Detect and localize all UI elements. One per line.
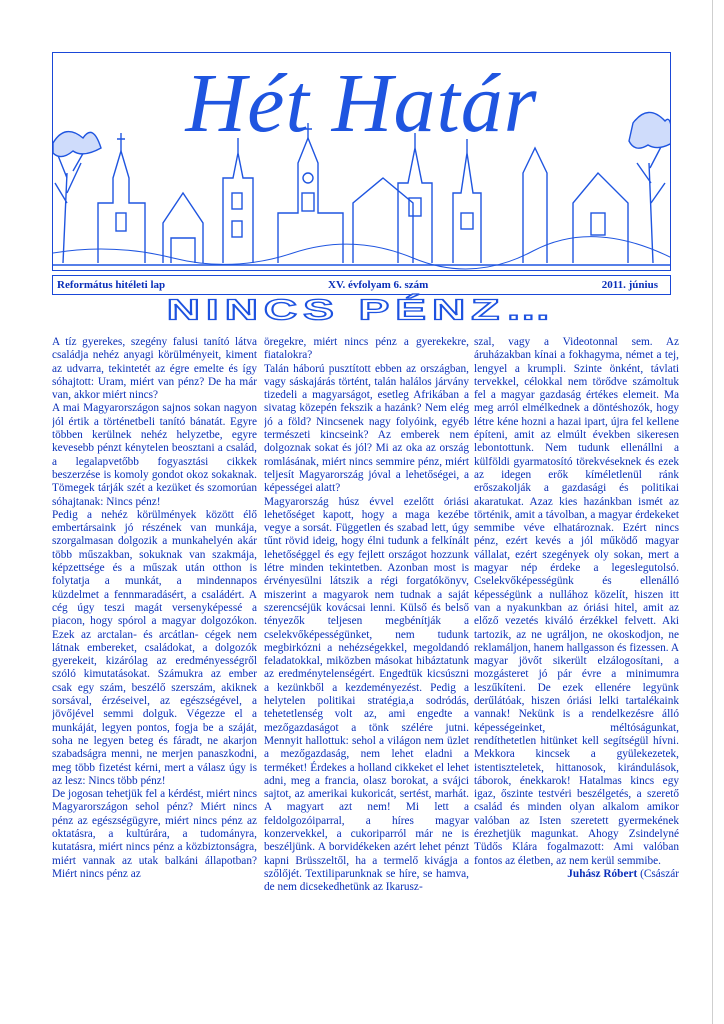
issue-info-bar: [52, 275, 671, 295]
article-headline: NINCS PÉNZ…: [166, 293, 558, 326]
article-column-3: [474, 336, 679, 976]
paragraph: De jogosan tehetjük fel a kérdést, miért nincs Magyarországon sehol pénz? Miért nincs pénz az egészségügyre, miért nincs pénz az oktatásra, a kultúrára, a tudományra, kutatásra, miért nincs pénz a közbiztonságra, miért vannak az utak balkáni állapotban? Miért nincs pénz az: [52, 788, 257, 880]
publication-subtitle: Református hitéleti lap: [57, 279, 166, 291]
author-place: (Császár: [640, 867, 679, 880]
paragraph: öregekre, miért nincs pénz a gyerekekre, fiatalokra?: [264, 336, 469, 362]
issue-number: XV. évfolyam 6. szám: [328, 279, 429, 291]
article-column-1: [52, 336, 257, 976]
paragraph: A mai Magyarországon sajnos sokan nagyon jól értik a történetbeli tanító bánatát. Egyre többen kerülnek nehéz helyzetbe, egyre kevesebb pénzt kénytelen beosztani a család, a legalapvetőbb fogyasztási cikkek beszerzése is komoly gondot okoz sokaknak. Tömegek tárják szét a kezüket és szomorúan sóhajtanak: Nincs pénz!: [52, 402, 257, 508]
paragraph: A tíz gyerekes, szegény falusi tanító látva családja nehéz anyagi körülményeit, kiment az udvarra, tekintetét az égre emelte és így sóhajtott: Uram, miért van pénz? De ha már van, akkor miért nincs?: [52, 336, 257, 402]
author-name: Juhász Róbert: [567, 867, 638, 880]
issue-date: 2011. június: [601, 279, 658, 291]
paragraph: szal, vagy a Videotonnal sem. Az áruházakban kínai a fokhagyma, német a tej, lengyel a krumpli. Szinte önként, távlati tervekkel, célokkal nem törődve számoltuk fel a magyar gazdaság értékes elemeit. Ma meg arról elmélkednek a döntéshozók, hogy létre kéne hozni a hazai ipart, újra fel kellene építeni, amit az elmúlt években sikeresen lebontottunk. Nem tudunk ellenállni a külföldi gyarmatosító törekvéseknek és ezek az idegen erők kíméletlenül ránk erőszakolják a gazdasági és politikai akaratukat. Azaz kies hazánkban ismét az történik, amit a távolban, a magyar érdekeket semmibe véve elhatároznak. Ezért nincs pénz, ezért kevés a jól működő magyar vállalat, ezért szegények oly sokan, mert a magyar nép érdeke a legeslegutolsó. Cselekvőképességünk és ellenálló képességünk a nullához közelít, hiszen itt van a nyakunkban az óriási hitel, amit az előző vezetés kiváló érzékkel felvett. Aki tartozik, az ne ugráljon, ne okoskodjon, ne reklamáljon, hanem hallgasson és fizessen. A magyar jövőt sikerült elzálogosítani, a mozgásteret jó pár évre a minimumra leszűkíteni. De ezek ellenére legyünk derűlátóak, hiszen óriási lelki tartalékaink vannak! Nekünk is a rendelkezésre álló képességeinket, méltóságunkat, rendíthetetlen hitünket kell segítségül hívni. Mekkora kincsek a gyülekezetek, istentiszteletek, hittanosok, kirándulások, táborok, énekkarok! Hatalmas kincs egy igaz, őszinte testvéri beszélgetés, a szerető család és minden olyan alkalom amikor valóban az Isten szeretett gyermekének érezhetjük magunkat. Ahogy Zsindelyné Tüdős Klára fogalmazott: Ami valóban fontos az életben, az nem kerül semmibe.: [474, 336, 679, 867]
article-column-2: [264, 336, 469, 976]
page-edge: [712, 0, 713, 1024]
paragraph: Magyarország húsz évvel ezelőtt óriási lehetőséget kapott, hogy a maga kezébe vegye a sorsát. Független és szabad lett, úgy tűnt rövid ideig, hogy élni tudunk a felkínált lehetőséggel és egy fejlett országot hozzunk létre minden tekintetben. Azonban most is érvényesülni látszik a régi forgatókönyv, miszerint a magyarok nem tudnak a saját szerencséjük kovácsai lenni. Külső és belső tényezők teljesen megbénítják a cselekvőképességünket, nem tudunk megbirkózni a nehézségekkel, megoldandó feladatokkal, miközben másokat hibáztatunk az eredménytelenségért. Engedtük kicsúszni a kezünkből a kezdeményezést. Pedig a helytelen politikai stratégia,a sodródás, tehetetlenség volt az, ami engedte a mezőgazdaságot a tönk szélére jutni. Mennyit hallottuk: sehol a világon nem üzlet a mezőgazdaság, nem lehet eladni a terméket! Érdekes a holland cikkeket el lehet adni, meg a francia, olasz borokat, a svájci sajtot, az amerikai kukoricát, sertést, marhát. A magyart azt nem! Mi lett a feldolgozóiparral, a híres magyar konzervekkel, a cukoriparról már ne is beszéljünk. A borvidékeken azért lehet pénzt kapni Brüsszeltől, ha a termelő kivágja a szőlőjét. Textiliparunknak se híre, se hamva, de nem dicsekedhetünk az Ikarusz-: [264, 495, 469, 894]
newspaper-title: Hét Határ: [185, 57, 538, 150]
masthead: [52, 52, 671, 271]
author-signature: [474, 868, 679, 881]
paragraph: Talán háború pusztított ebben az országban, vagy sáskajárás történt, talán halálos járvány tizedeli a magyarságot, esetleg Afrikában a sivatag közepén fekszik a hazánk? Nem elég jó a föld? Nincsenek nagy folyóink, egyéb természeti kincseink? Az emberek nem dolgoznak sokat és jól? Mi az oka az ország romlásának, miért nincs semmire pénz, miért teljesít Magyarország jóval a lehetőségei, a képességei alatt?: [264, 362, 469, 495]
paragraph: Pedig a nehéz körülmények között élő embertársaink jó részének van munkája, szorgalmasan dolgozik a munkahelyén akár több műszakban, sokuknak van szakmája, képzettsége és a műszak után otthon is folytatja a munkát, a mindennapos küzdelmet a fennmaradásért, a családért. A cég úgy teszi magát versenyképessé a piacon, hogy spórol a magyar dolgozókon. Ezek az arctalan- és arcátlan- cégek nem látnak embereket, családokat, a dolgozók gyerekeit, kizárólag az eredményességről szóló kimutatásokat. Számukra az ember csak egy szám, beszélő szerszám, akiknek sorsával, érzéseivel, az egészségével, a jövőjével semmi dolguk. Végezze el a munkáját, legyen pontos, fogja be a száját, soha ne legyen beteg és fáradt, ne akarjon szabadságra menni, ne merjen panaszkodni, meg több fizetést kérni, mert a válasz úgy is az lesz: Nincs több pénz!: [52, 508, 257, 787]
